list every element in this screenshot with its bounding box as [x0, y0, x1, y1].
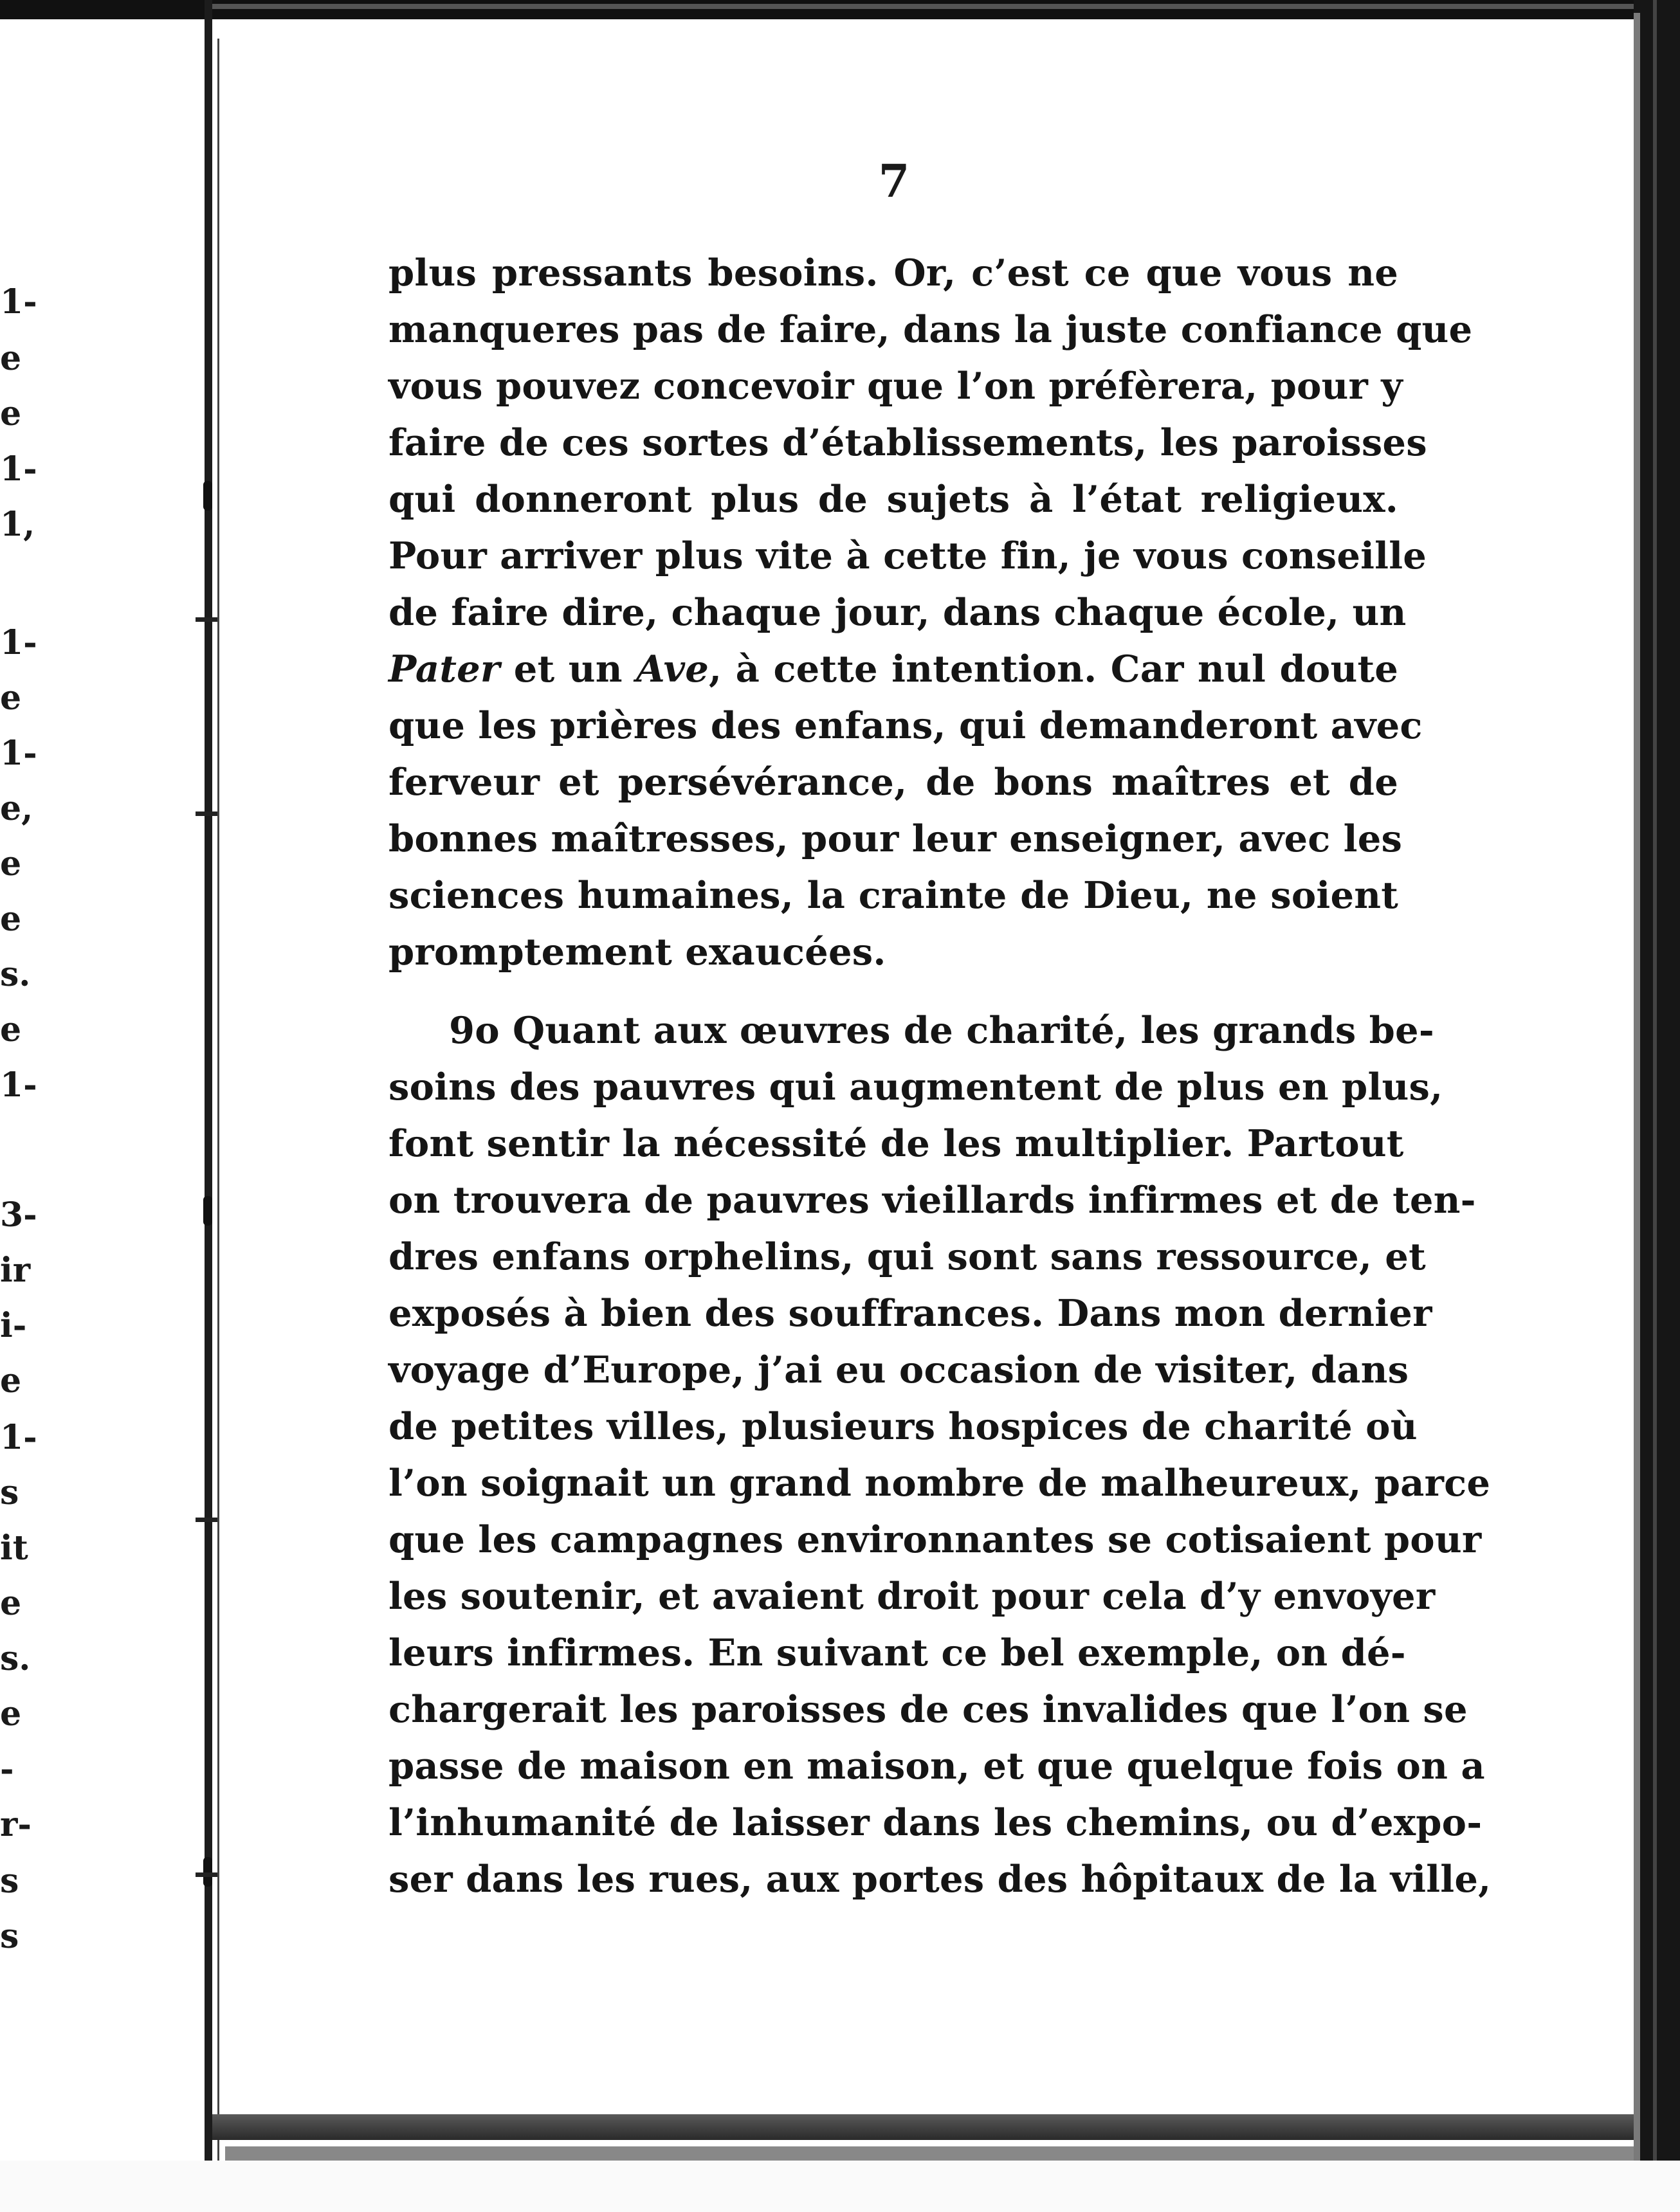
previous-page-line-end: e, [0, 789, 33, 828]
text-line: l’inhumanité de laisser dans les chemins, ou d’expo- [388, 1800, 1483, 1844]
previous-page-line-end: s. [0, 955, 31, 994]
page-number: 7 [878, 154, 910, 208]
scan-bottom-border [212, 2114, 1634, 2140]
text-line: 9o Quant aux œuvres de charité, les grands be- [449, 1008, 1434, 1052]
previous-page-fragment [0, 0, 39, 2212]
text-line: l’on soignait un grand nombre de malheureux, parce [388, 1461, 1491, 1505]
binding-notch [203, 1196, 212, 1226]
text-line: Pour arriver plus vite à cette fin, je vous conseille [388, 534, 1427, 577]
text-line: de petites villes, plusieurs hospices de charité où [388, 1404, 1418, 1448]
paragraph [388, 244, 1473, 980]
text-span: , à cette intention. Car nul doute [709, 647, 1398, 691]
text-line: de faire dire, chaque jour, dans chaque école, un [388, 590, 1407, 634]
previous-page-line-end: 1- [0, 734, 37, 773]
text-line: leurs infirmes. En suivant ce bel exemple, on dé- [388, 1631, 1406, 1674]
binding-tick [196, 1872, 217, 1877]
previous-page-line-end: 1- [0, 449, 37, 489]
scan-bottom-shadow [225, 2146, 1634, 2161]
previous-page-line-end: - [0, 1750, 14, 1789]
previous-page-line-end: e [0, 1694, 22, 1734]
previous-page-line-end: e [0, 394, 22, 433]
text-line: plus pressants besoins. Or, c’est ce que vous ne [388, 251, 1398, 295]
text-line: qui donneront plus de sujets à l’état religieux. [388, 477, 1398, 521]
previous-page-line-end: s [0, 1862, 19, 1901]
page-spine-inner-line [217, 39, 219, 2161]
text-line: les soutenir, et avaient droit pour cela d’y envoyer [388, 1574, 1436, 1618]
previous-page-line-end: ir [0, 1251, 31, 1290]
page-body [388, 244, 1492, 1907]
previous-page-line-end: s. [0, 1639, 31, 1678]
previous-page-line-end: 1- [0, 1418, 37, 1457]
text-line: que les prières des enfans, qui demanderont avec [388, 703, 1423, 747]
paragraph [388, 1002, 1492, 1907]
text-span: et un [500, 647, 637, 691]
scan-top-border [0, 0, 1680, 19]
text-line: passe de maison en maison, et que quelque fois on a [388, 1744, 1485, 1788]
previous-page-line-end: 1- [0, 623, 37, 662]
text-line: exposés à bien des souffrances. Dans mon dernier [388, 1291, 1432, 1335]
text-line: que les campagnes environnantes se cotisaient pour [388, 1518, 1482, 1561]
text-line: on trouvera de pauvres vieillards infirmes et de ten- [388, 1178, 1476, 1222]
italic-word: Ave [636, 647, 709, 691]
previous-page-line-end: r- [0, 1805, 32, 1844]
text-line: bonnes maîtresses, pour leur enseigner, avec les [388, 817, 1403, 860]
previous-page-line-end: e [0, 1584, 22, 1623]
previous-page-line-end: e [0, 678, 22, 718]
previous-page-line-end: s [0, 1917, 19, 1956]
text-line: manqueres pas de faire, dans la juste confiance que [388, 307, 1473, 351]
previous-page-line-end: 1, [0, 505, 35, 544]
binding-tick [196, 811, 217, 816]
binding-notch [203, 481, 212, 511]
scan-bottom-margin [0, 2161, 1680, 2212]
text-line [388, 640, 1398, 697]
previous-page-line-end: 1- [0, 282, 37, 322]
previous-page-line-end: e [0, 339, 22, 378]
text-line: promptement exaucées. [388, 930, 886, 974]
previous-page-line-end: e [0, 1361, 22, 1401]
italic-word: Pater [388, 647, 500, 691]
previous-page-line-end: 3- [0, 1195, 37, 1235]
previous-page-line-end: e [0, 900, 22, 939]
previous-page-line-end: 1- [0, 1065, 37, 1105]
text-line: soins des pauvres qui augmentent de plus en plus, [388, 1065, 1443, 1109]
paragraph-gap [388, 980, 1398, 1002]
text-line: chargerait les paroisses de ces invalides que l’on se [388, 1687, 1468, 1731]
text-line: vous pouvez concevoir que l’on préfèrera, pour y [388, 364, 1403, 408]
text-line: faire de ces sortes d’établissements, les paroisses [388, 421, 1427, 464]
previous-page-line-end: e [0, 844, 22, 884]
previous-page-line-end: i- [0, 1306, 27, 1345]
text-line: dres enfans orphelins, qui sont sans ressource, et [388, 1235, 1426, 1278]
binding-tick [196, 1518, 217, 1522]
binding-notch [203, 1857, 212, 1887]
text-line: sciences humaines, la crainte de Dieu, ne soient [388, 873, 1398, 917]
text-line: voyage d’Europe, j’ai eu occasion de visiter, dans [388, 1348, 1409, 1392]
text-line: ferveur et persévérance, de bons maîtres et de [388, 760, 1398, 804]
previous-page-line-end: it [0, 1528, 28, 1568]
text-line: font sentir la nécessité de les multiplier. Partout [388, 1121, 1404, 1165]
binding-tick [196, 617, 217, 622]
text-line: ser dans les rues, aux portes des hôpitaux de la ville, [388, 1857, 1492, 1901]
scan-right-border [1634, 0, 1680, 2212]
previous-page-line-end: s [0, 1473, 19, 1512]
previous-page-line-end: e [0, 1010, 22, 1049]
